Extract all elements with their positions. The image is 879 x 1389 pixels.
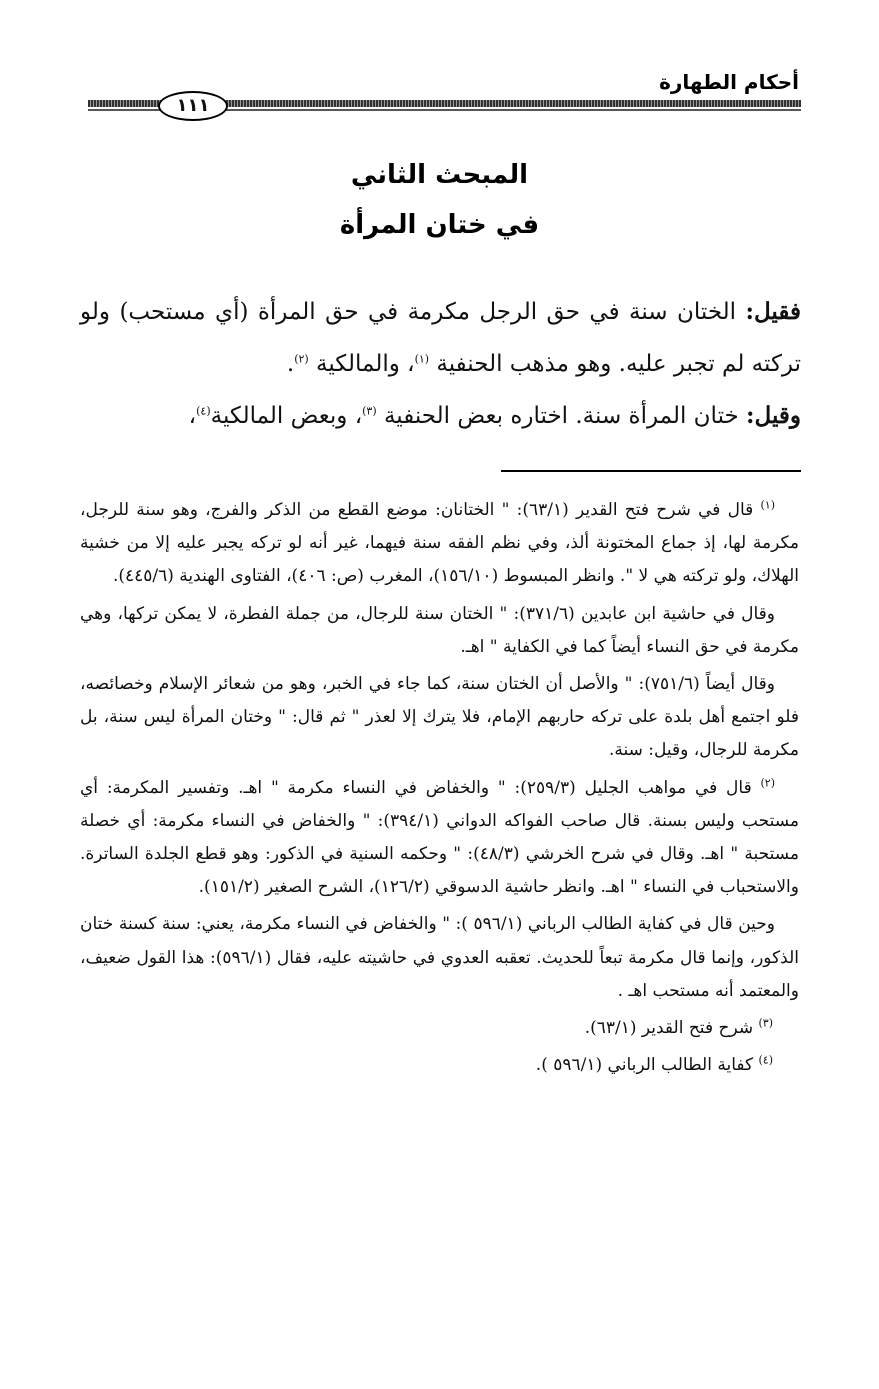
footnote-separator bbox=[501, 470, 801, 472]
footnote-ref: (١) bbox=[414, 352, 430, 366]
footnote-2-cont: وحين قال في كفاية الطالب الرباني (٥٩٦/١ ): " والخفاض في النساء مكرمة، يعني: سنة كسنة ختان الذكور، وإنما قال مكرمة تبعاً للحديث. تعقبه العدوي في حاشيته عليه، فقال (٥٩٦/١): هذا القول ضعيف، والمعتمد أنه مستحب اهـ . bbox=[80, 914, 800, 1001]
main-paragraph-2 bbox=[80, 390, 801, 442]
footnote-text: قال في مواهب الجليل (٢٥٩/٣): " والخفاض في النساء مكرمة " اهـ. وتفسير المكرمة: أي مستحب وليس بسنة. قال صاحب الفواكه الدواني (٣٩٤/١): " والخفاض في النساء مكرمة: أي خصلة مستحبة " اهـ. وقال في شرح الخرشي (٤٨/٣): " وحكمه السنية في الذكور: وهو قطع الجلدة الساترة. والاستحباب في النساء " اهـ. وانظر حاشية الدسوقي (١٢٦/٢)، الشرح الصغير (١٥١/٢). bbox=[80, 777, 799, 898]
paragraph-text: الختان سنة في حق الرجل مكرمة في حق المرأة (أي مستحب) ولو تركته لم تجبر عليه. وهو مذهب الحنفية bbox=[80, 299, 801, 377]
main-text bbox=[80, 286, 801, 442]
section-heading: المبحث الثاني bbox=[350, 160, 529, 190]
footnote-text: قال في شرح فتح القدير (٦٣/١): " الختانان: موضع القطع من الذكر والفرج، وهو سنة للرجل، مكرمة لها، إذ جماع المختونة ألذ، وفي نظم الفقه سنة فيهما، غير أنه لو تركه يجبر عليه إلا من خشية الهلاك، ولو تركته هي لا ". وانظر المبسوط (١٥٦/١٠)، المغرب (ص: ٤٠٦)، الفتاوى الهندية (٤٤٥/٦). bbox=[80, 500, 799, 587]
footnote-1-cont: وقال أيضاً (٧٥١/٦): " والأصل أن الختان سنة، كما جاء في الخبر، وهو من شعائر الإسلام وخصائصه، فلو اجتمع أهل بلدة على تركه حاربهم الإمام، فلا يترك إلا لعذر " ثم قال: " وختان المرأة ليس سنة، بل مكرمة للرجال، وقيل: سنة. bbox=[80, 674, 799, 761]
footnote-ref: (٢) bbox=[294, 352, 309, 366]
footnote-number: (٤) bbox=[758, 1053, 773, 1067]
paragraph-text: ، والمالكية bbox=[308, 351, 415, 377]
footnote-1-cont: وقال في حاشية ابن عابدين (٣٧١/٦): " الختان سنة للرجال، من جملة الفطرة، لا يمكن تركها، وهي مكرمة في حق النساء أيضاً كما في الكفاية " اهـ. bbox=[80, 603, 799, 657]
footnote-number: (١) bbox=[760, 498, 776, 512]
paragraph-lead: وقيل: bbox=[746, 402, 801, 429]
section-subheading: في ختان المرأة bbox=[339, 210, 540, 240]
footnotes bbox=[80, 494, 799, 1086]
paragraph-text: ، bbox=[188, 403, 197, 429]
running-title: أحكام الطهارة bbox=[659, 70, 799, 94]
paragraph-text: ، وبعض المالكية bbox=[210, 403, 363, 429]
paragraph-text: . bbox=[286, 351, 295, 377]
footnote-3 bbox=[80, 1012, 799, 1045]
footnote-1 bbox=[80, 494, 799, 594]
footnote-ref: (٣) bbox=[362, 404, 377, 418]
footnote-number: (٢) bbox=[760, 775, 776, 789]
paragraph-lead: فقيل: bbox=[745, 298, 801, 325]
page-number: ١١١ bbox=[158, 91, 228, 121]
footnote-ref: (٤) bbox=[196, 404, 211, 418]
footnote-text: كفاية الطالب الرباني (٥٩٦/١ ). bbox=[535, 1055, 759, 1076]
footnote-2 bbox=[80, 772, 799, 905]
main-paragraph-1 bbox=[80, 286, 801, 390]
footnote-text: شرح فتح القدير (٦٣/١). bbox=[584, 1018, 759, 1039]
footnote-number: (٣) bbox=[758, 1016, 773, 1030]
paragraph-text: ختان المرأة سنة. اختاره بعض الحنفية bbox=[376, 403, 747, 429]
footnote-4 bbox=[80, 1049, 799, 1082]
